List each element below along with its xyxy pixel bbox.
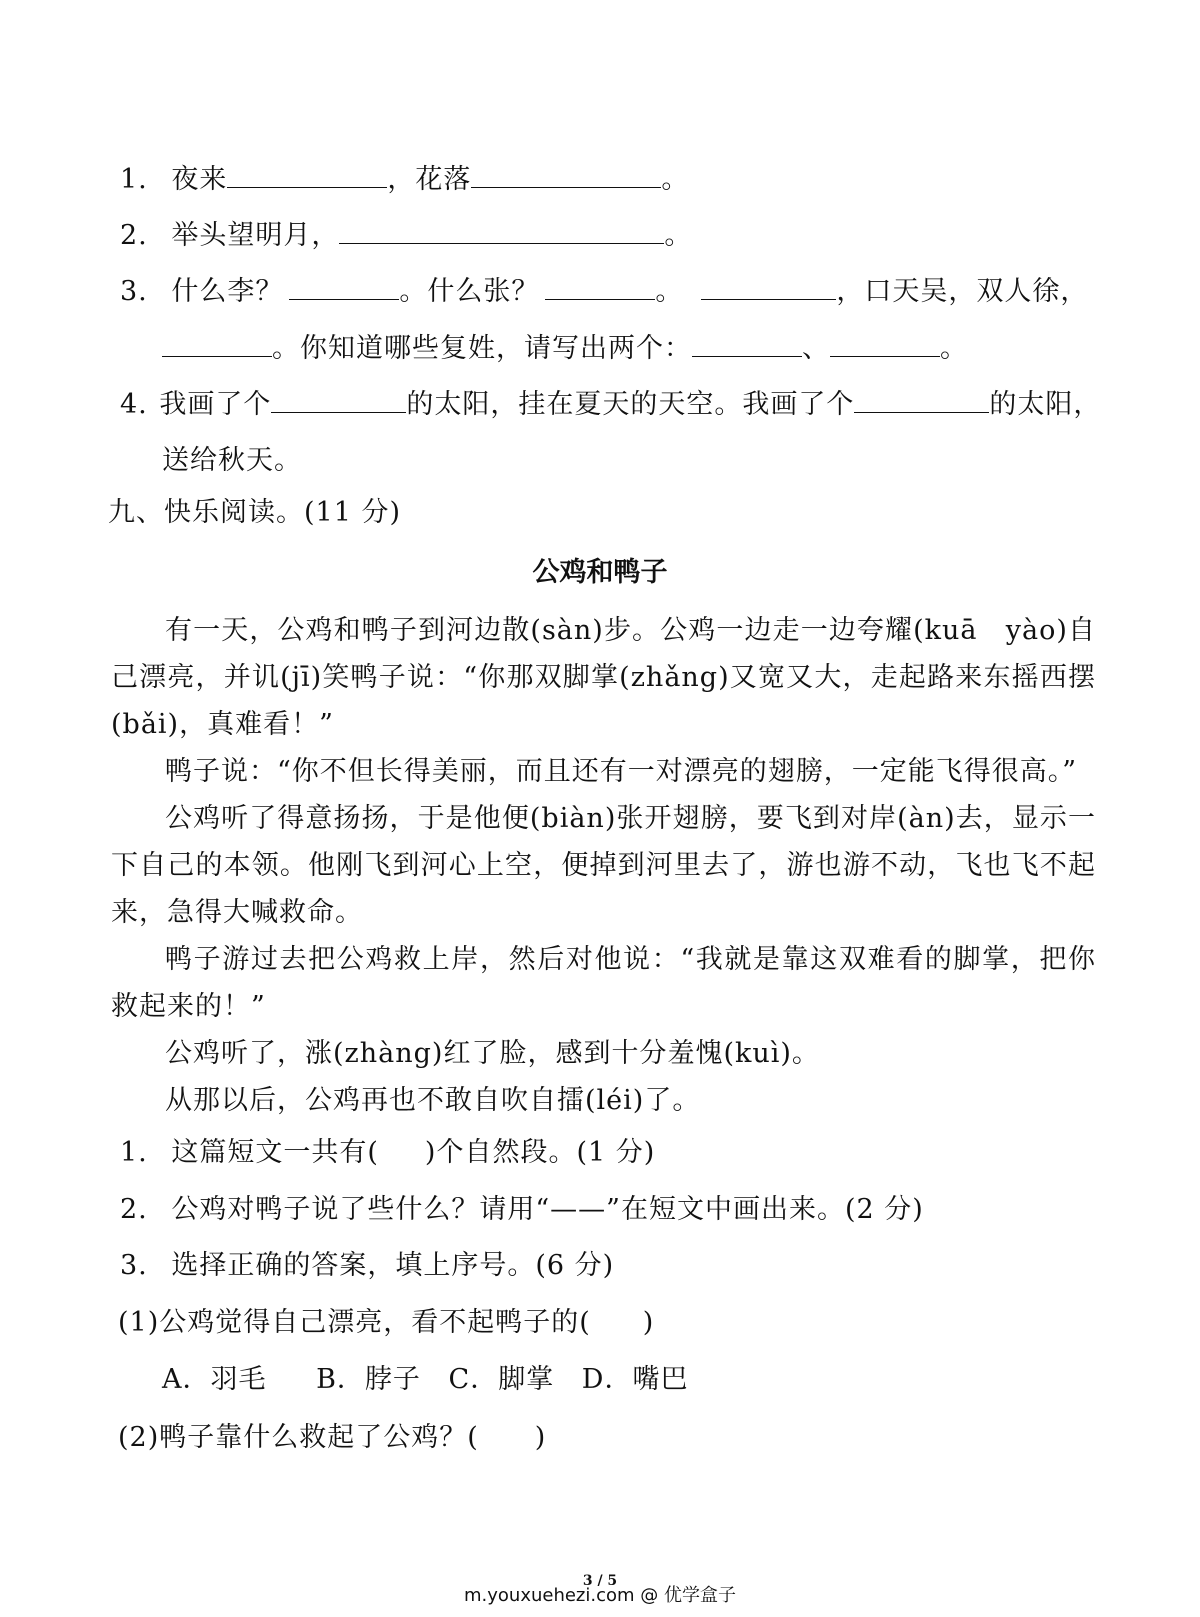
option-b[interactable]: B．脖子 — [316, 1364, 421, 1395]
page-number: 3 / 5 — [582, 1573, 618, 1589]
question-text: ) — [642, 1307, 655, 1338]
passage-paragraph-1: 有一天，公鸡和鸭子到河边散(sàn)步。公鸡一边走一边夸耀(kuā yào)自己漂亮，并讥(jī)笑鸭子说：“你那双脚掌(zhǎng)又宽又大，走起路来东摇西摆(bǎi)，真难看！” — [111, 615, 1096, 740]
reading-question-2 — [120, 1190, 924, 1230]
question-number: 2. — [120, 220, 148, 251]
question-text: 。 — [661, 164, 690, 195]
fill-question-4 — [120, 385, 1101, 425]
sub-question-2 — [118, 1418, 546, 1458]
question-text: 。 — [664, 220, 693, 251]
option-d[interactable]: D．嘴巴 — [581, 1364, 689, 1395]
answer-blank[interactable] — [162, 330, 272, 357]
question-text: 我画了个 — [159, 389, 272, 420]
sub-question-1 — [118, 1303, 654, 1343]
fill-question-4-cont — [162, 441, 302, 481]
question-text: ，口天吴，双人徐， — [836, 276, 1089, 307]
question-text: 夜来 — [171, 164, 228, 195]
answer-blank[interactable] — [701, 273, 836, 300]
passage-paragraph-2: 鸭子说：“你不但长得美丽，而且还有一对漂亮的翅膀，一定能飞得很高。” — [165, 756, 1078, 787]
passage-title: 公鸡和鸭子 — [532, 557, 668, 588]
option-c[interactable]: C．脚掌 — [448, 1364, 555, 1395]
question-text: 。什么张？ — [399, 276, 540, 307]
question-text: 。 — [940, 333, 968, 364]
passage-paragraph-4: 鸭子游过去把公鸡救上岸，然后对他说：“我就是靠这双难看的脚掌，把你救起来的！” — [111, 944, 1096, 1022]
option-a[interactable]: A．羽毛 — [162, 1364, 267, 1395]
reading-question-1 — [120, 1133, 655, 1173]
answer-blank[interactable] — [545, 273, 655, 300]
question-text: 公鸡对鸭子说了些什么？请用“——”在短文中画出来。(2 分) — [171, 1194, 924, 1225]
question-text: 送给秋天。 — [162, 445, 302, 476]
question-text: )个自然段。(1 分) — [424, 1137, 656, 1168]
question-text: 选择正确的答案，填上序号。(6 分) — [171, 1250, 615, 1281]
fill-question-3 — [120, 272, 1088, 312]
question-text: 、 — [802, 333, 830, 364]
answer-blank[interactable] — [339, 217, 664, 244]
question-text: (2)鸭子靠什么救起了公鸡？( — [118, 1422, 479, 1453]
question-text: 。你知道哪些复姓，请写出两个： — [272, 333, 692, 364]
answer-blank[interactable] — [271, 386, 406, 413]
question-text: 举头望明月， — [171, 220, 340, 251]
question-number: 4. — [120, 389, 148, 420]
question-text: (1)公鸡觉得自己漂亮，看不起鸭子的( — [118, 1307, 591, 1338]
question-text: ，花落 — [387, 164, 472, 195]
site-watermark: m.youxuehezi.com @ 优学盒子 — [463, 1585, 736, 1606]
passage-paragraph-5: 公鸡听了，涨(zhàng)红了脸，感到十分羞愧(kuì)。 — [165, 1038, 820, 1069]
question-text: 。 — [655, 276, 684, 307]
question-text: 这篇短文一共有( — [171, 1137, 379, 1168]
question-text: ) — [534, 1422, 547, 1453]
answer-blank[interactable] — [830, 330, 940, 357]
answer-blank[interactable] — [289, 273, 399, 300]
fill-question-2 — [120, 216, 692, 256]
answer-options — [162, 1360, 688, 1400]
question-number: 1. — [120, 164, 148, 195]
reading-question-3 — [120, 1246, 614, 1286]
question-number: 3. — [120, 276, 148, 307]
question-number: 1. — [120, 1137, 148, 1168]
answer-blank[interactable] — [227, 161, 387, 188]
passage-paragraph-3: 公鸡听了得意扬扬，于是他便(biàn)张开翅膀，要飞到对岸(àn)去，显示一下自己的本领。他刚飞到河心上空，便掉到河里去了，游也游不动，飞也飞不起来，急得大喊救命。 — [111, 803, 1096, 928]
answer-blank[interactable] — [692, 330, 802, 357]
question-text: 的太阳，挂在夏天的天空。我画了个 — [406, 389, 855, 420]
section-heading: 九、快乐阅读。(11 分) — [108, 497, 402, 528]
question-text: 的太阳， — [989, 389, 1102, 420]
answer-blank[interactable] — [471, 161, 661, 188]
fill-question-3-cont — [162, 329, 968, 369]
passage-paragraph-6: 从那以后，公鸡再也不敢自吹自擂(léi)了。 — [165, 1085, 701, 1116]
question-text: 什么李？ — [171, 276, 284, 307]
question-number: 2. — [120, 1194, 148, 1225]
fill-question-1 — [120, 160, 689, 200]
question-number: 3. — [120, 1250, 148, 1281]
answer-blank[interactable] — [854, 386, 989, 413]
